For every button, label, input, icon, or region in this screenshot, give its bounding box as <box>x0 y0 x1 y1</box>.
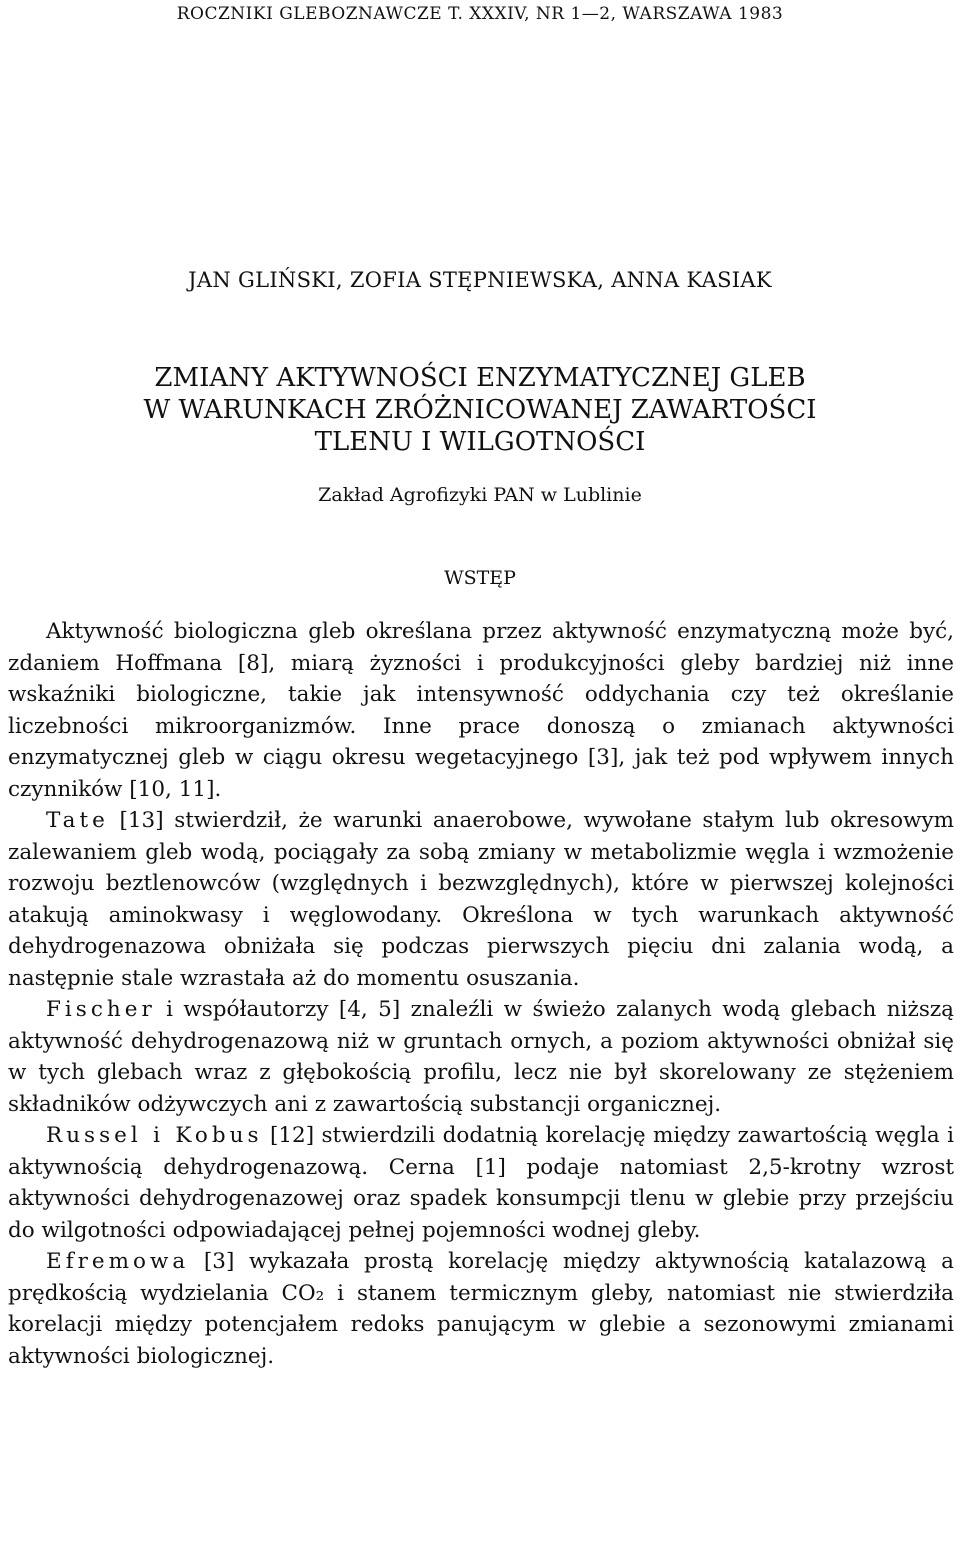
article-title <box>0 362 960 458</box>
paragraph-2-text: [13] stwierdził, że warunki anaerobowe, wywołane stałym lub okresowym zalewaniem gleb wodą, pociągały za sobą zmiany w metabolizmie węgla i wzmożenie rozwoju beztlenowców (względnych i bezwzględnych), które w pierwszej kolejności atakują aminokwasy i węglowodany. Określona w tych warunkach aktywność dehydrogenazowa obniżała się podczas pierwszych pięciu dni zalania wodą, a następnie stale wzrastała aż do momentu osuszania. <box>8 808 954 991</box>
journal-running-header: ROCZNIKI GLEBOZNAWCZE T. XXXIV, NR 1—2, WARSZAWA 1983 <box>176 4 784 24</box>
article-body <box>8 616 954 1372</box>
section-heading-introduction: WSTĘP <box>444 567 516 589</box>
paragraph-3-lead-name: Fischer <box>46 997 156 1022</box>
paragraph-4-lead-name: Russel i Kobus <box>46 1123 263 1148</box>
paragraph-1-text: Aktywność biologiczna gleb określana przez aktywność enzymatyczną może być, zdaniem Hoffmana [8], miarą żyzności i produkcyjności gleby bardziej niż inne wskaźniki biologiczne, takie jak intensywność oddychania czy też określanie liczebności mikroorganizmów. Inne prace donoszą o zmianach aktywności enzymatycznej gleb w ciągu okresu wegetacyjnego [3], jak też pod wpływem innych czynników [10, 11]. <box>8 619 954 802</box>
paragraph-4 <box>8 1120 954 1246</box>
title-line-1: ZMIANY AKTYWNOŚCI ENZYMATYCZNEJ GLEB <box>154 363 806 393</box>
paragraph-4-text: [12] stwierdzili dodatnią korelację między zawartością węgla i aktywnością dehydrogenazową. Cerna [1] podaje natomiast 2,5-krotny wzrost aktywności dehydrogenazowej oraz spadek konsumpcji tlenu w glebie przy przejściu do wilgotności odpowiadającej pełnej pojemności wodnej gleby. <box>8 1123 954 1243</box>
paragraph-5-text: [3] wykazała prostą korelację między aktywnością katalazową a prędkością wydzielania CO₂ i stanem termicznym gleby, natomiast nie stwierdziła korelacji między potencjałem redoks panującym w glebie a sezonowymi zmianami aktywności biologicznej. <box>8 1249 954 1369</box>
paragraph-3-text: i współautorzy [4, 5] znaleźli w świeżo zalanych wodą glebach niższą aktywność dehydrogenazową niż w gruntach ornych, a poziom aktywności obniżał się w tych glebach wraz z głębokością profilu, lecz nie był skorelowany ze stężeniem składników odżywczych ani z zawartością substancji organicznej. <box>8 997 954 1117</box>
paragraph-5-lead-name: Efremowa <box>46 1249 190 1274</box>
paragraph-2 <box>8 805 954 994</box>
title-line-2: W WARUNKACH ZRÓŻNICOWANEJ ZAWARTOŚCI <box>143 395 817 425</box>
paragraph-3 <box>8 994 954 1120</box>
author-affiliation: Zakład Agrofizyki PAN w Lublinie <box>318 484 642 506</box>
paragraph-5 <box>8 1246 954 1372</box>
paragraph-1 <box>8 616 954 805</box>
article-authors: JAN GLIŃSKI, ZOFIA STĘPNIEWSKA, ANNA KASIAK <box>188 268 772 292</box>
paragraph-2-lead-name: Tate <box>46 808 109 833</box>
title-line-3: TLENU I WILGOTNOŚCI <box>314 427 646 457</box>
